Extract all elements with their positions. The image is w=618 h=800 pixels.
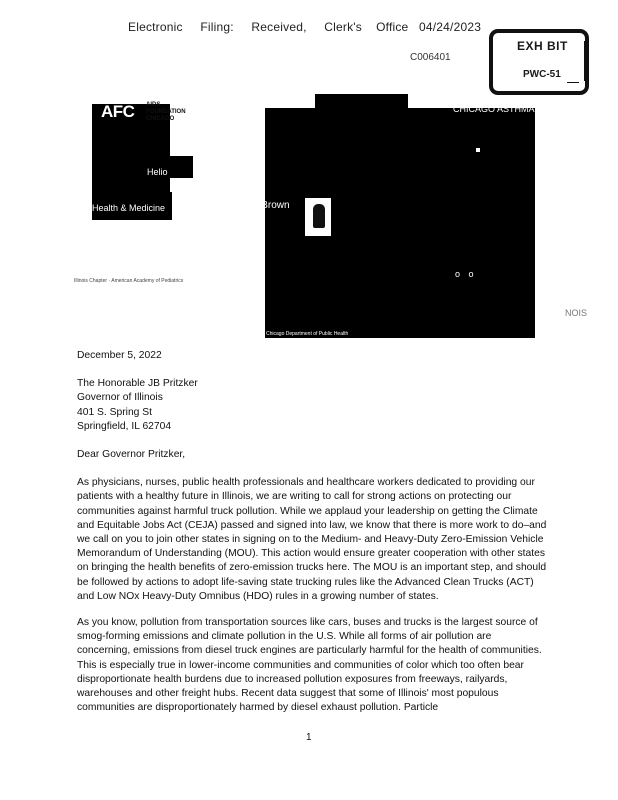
afc-logo-name — [146, 102, 206, 123]
letter-date: December 5, 2022 — [77, 350, 162, 361]
address-line: The Honorable JB Pritzker — [77, 378, 198, 390]
health-medicine-logo-text: Health & Medicine — [92, 203, 166, 213]
recipient-address — [77, 377, 547, 434]
address-line: Springfield, IL 62704 — [77, 420, 172, 432]
howard-brown-logo-text — [224, 200, 304, 222]
circle-marks: o o — [455, 269, 477, 279]
hbh-line: Howard Brown — [224, 200, 290, 211]
exhibit-sticker — [489, 29, 589, 95]
letter-body — [77, 349, 547, 727]
document-number: C006401 — [410, 52, 451, 63]
afc-name-line: AIDS — [146, 102, 161, 108]
hbh-line: Health — [224, 211, 253, 222]
chicago-asthma-logo-text: CHICAGO ASTHMA — [453, 104, 535, 114]
paragraph: As physicians, nurses, public health professionals and healthcare workers dedicated to providing our patients with a healthy future in Illinois, we are writing to call for strong actions on protecting our communities against harmful truck pollution. While we applaud your leadership on getting the Climate and Equitable Jobs Act (CEJA) passed and signed into law, we know that there is more work to do–and we call on you to join other states in signing on to the Medium- and Heavy-Duty Zero-Emission Vehicle Memorandum of Understanding (MOU). This action would ensure greater cooperation with other states on bringing the health benefits of zero-emission trucks here. The MOU is an important step, and should be followed by actions to adopt life-saving state trucking rules like the Advanced Clean Trucks (ACT) and Low NOx Heavy-Duty Omnibus (HDO) rules in a growing number of states. — [77, 477, 547, 602]
address-line: Governor of Illinois — [77, 392, 163, 404]
exhibit-number: PWC-51 — [523, 69, 561, 80]
exhibit-underline — [567, 82, 579, 83]
partners-note: Illinois Chapter · American Academy of Pediatrics — [74, 278, 184, 284]
logo-block-2 — [92, 156, 193, 178]
page-number: 1 — [306, 732, 312, 743]
salutation: Dear Governor Pritzker, — [77, 449, 186, 461]
exhibit-label: EXH BIT — [517, 39, 568, 53]
howard-brown-icon — [304, 197, 332, 237]
afc-logo-mark: AFC — [101, 102, 135, 121]
paragraph: As you know, pollution from transportation sources like cars, buses and trucks is the largest source of smog-forming emissions and climate pollution in the U.S. While all forms of air pollution are concerning, emissions from diesel truck engines are particularly harmful for the health of communities. This is especially true in lower-income communities and communities of color which too often bear disproportionate health burdens due to increased pollution exposures from freeways, railyards, warehouses and other freight hubs. Recent data suggest that some of Illinois' most populous communities are disproportionately harmed by diesel exhaust pollution. Particle — [77, 617, 542, 714]
logo-dot — [476, 148, 480, 152]
logo-bottom-label: Chicago Department of Public Health — [266, 331, 349, 337]
afc-name-line: FOUNDATION — [146, 109, 186, 115]
nois-logo-text: NOIS — [565, 308, 588, 318]
filing-stamp: Electronic Filing: Received, Clerk's Office 04/24/2023 — [128, 20, 482, 34]
org-logo-text: Helio — [147, 167, 168, 177]
exhibit-side-mark — [584, 41, 587, 81]
afc-name-line: CHICAGO — [146, 116, 175, 122]
address-line: 401 S. Spring St — [77, 406, 152, 418]
